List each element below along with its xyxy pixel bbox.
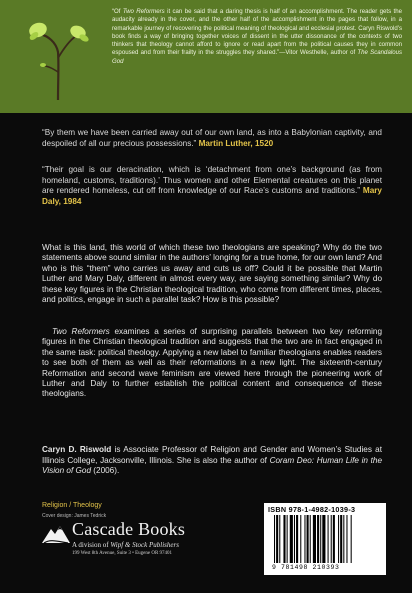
isbn-barcode: [264, 503, 386, 575]
endorsement-band: [0, 0, 412, 113]
publisher-mountain-logo: [42, 521, 70, 545]
luther-quote-source: Martin Luther, 1520: [198, 138, 274, 148]
daly-quote-source: Mary Daly, 1984: [42, 186, 382, 206]
isbn-label: ISBN 978-1-4982-1039-3: [268, 505, 356, 514]
description-paragraph-2: Two Reformers examines a series of surprising parallels between two key reforming figures in the Christian theological tradition and suggests that the two are in fact engaged in the same task: political theology. Applying a new label to familiar theologians enables readers to see both of them as well as their reformations in a new light. The sixteenth-century Reformation and second wave feminism are viewed here through the pioneering work of Luther and Daly to further establish the political content and consequence of these theologians.: [42, 327, 382, 399]
subject-category: Religion / Theology: [42, 502, 102, 509]
book-title: Two Reformers: [52, 327, 110, 336]
publisher-address: 199 West 8th Avenue, Suite 3 • Eugene OR 97401: [72, 551, 173, 556]
cover-design-credit: Cover design: James Tedrick: [42, 513, 107, 519]
author-name: Caryn D. Riswold: [42, 445, 112, 454]
daly-quote: “Their goal is our deracination, which is ‘detachment from one’s background (as from homeland, customs, traditions).’ Thus women and other Elemental creatures on this planet are rendered homeless, cut off from knowledge of our Race’s customs and traditions.” Mary Daly, 1984: [42, 165, 382, 206]
barcode-number: 9 781498 210393: [272, 564, 340, 571]
author-bio: Caryn D. Riswold is Associate Professor of Religion and Gender and Women’s Studies at Illinois College, Jacksonville, Illinois. She is also the author of Coram Deo: Human Life in the Vision of God (2006).: [42, 445, 382, 476]
endorsement-quote: “Of Two Reformers it can be said that a daring thesis is half of an accomplishment. The reader gets the audacity already in the cover, and the other half of the accomplishment in the pages that follow, in a remarkable journey of recovering the political meaning of theological and ecclesial protest. Caryn Riswold’s book finds a way of bringing together voices of dissent in the utter dissonance of the contexts of two thinkers that theology cannot afford to ignore or read apart from the political causes they in common espoused and from their frailty in the struggles they shared.”—Vitor Westhelle, author of The Scandalous God: [112, 8, 403, 65]
sprout-illustration: [18, 10, 98, 100]
description-paragraph-1: What is this land, this world of which these two theologians are speaking? Why do the two statements above sound similar in the authors’ longing for a true home, for our own land? And who is this “them” who carries us away and cuts us off? Could it be possible that Martin Luther and Mary Daly, different in almost every way, are saying something similar? Why do these key figures in the Christian theological tradition, who come from different times, places, and politics, engage in such a parallel task? How is this possible?: [42, 243, 382, 305]
publisher-division: A division of Wipf & Stock Publishers: [72, 541, 179, 549]
publisher-name: Cascade Books: [72, 519, 186, 539]
barcode-bars: [274, 515, 378, 565]
luther-quote: “By them we have been carried away out of our own land, as into a Babylonian captivity, and despoiled of all our precious possessions.” Martin Luther, 1520: [42, 128, 382, 148]
